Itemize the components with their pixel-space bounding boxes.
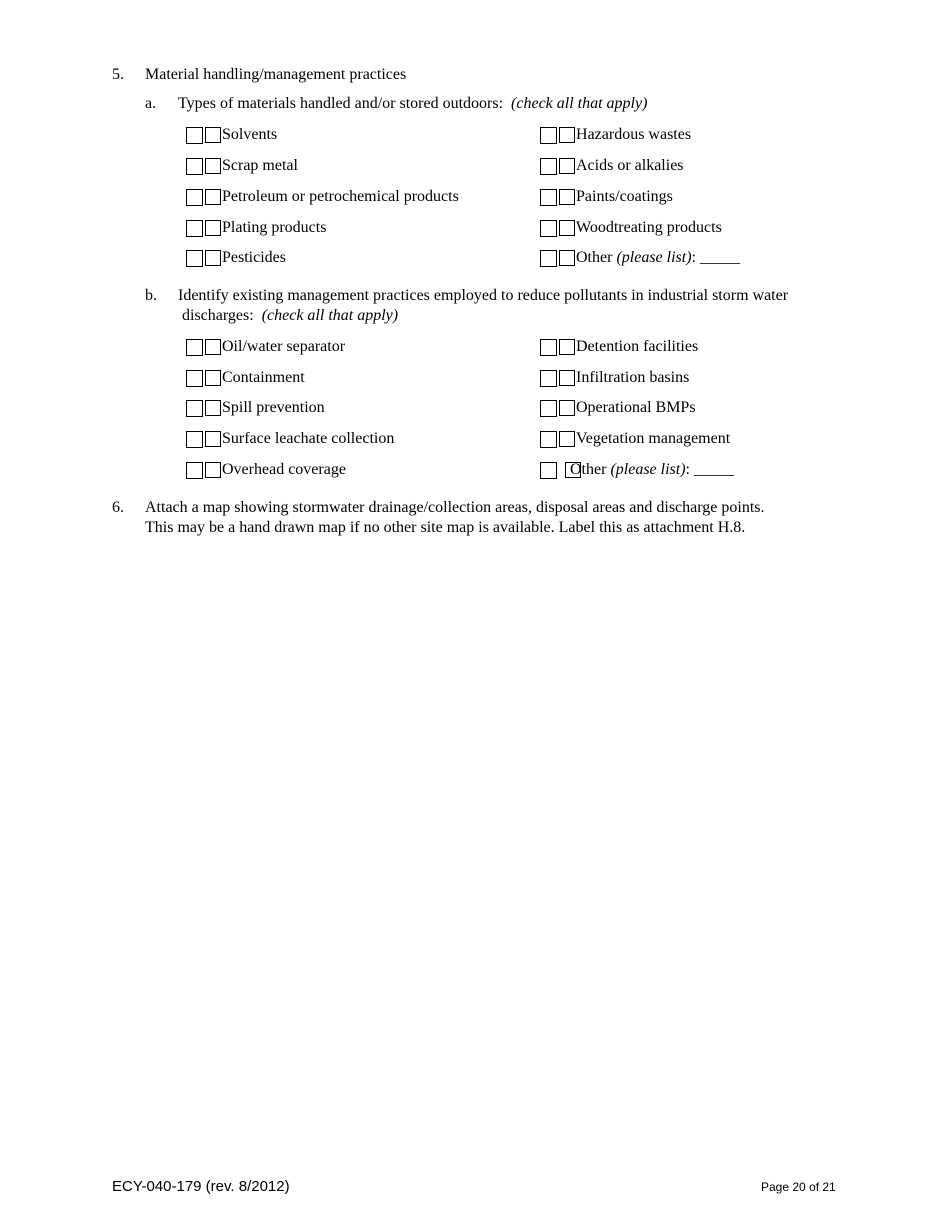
other-blank[interactable]: : _____: [691, 249, 740, 266]
checkbox-outer[interactable]: [186, 431, 203, 448]
item-5a-text: Types of materials handled and/or stored outdoors:: [178, 95, 504, 112]
checkbox-row[interactable]: [540, 337, 698, 357]
checkbox-inner[interactable]: [205, 250, 221, 266]
checkbox-outer[interactable]: [186, 462, 203, 479]
checkbox-row[interactable]: [186, 156, 298, 176]
item-5b-hint: (check all that apply): [261, 307, 399, 324]
checkbox-inner[interactable]: [559, 250, 575, 266]
item-5b-letter: b.: [145, 287, 157, 304]
checkbox-outer[interactable]: [540, 189, 557, 206]
checkbox-label: Overhead coverage: [222, 461, 346, 478]
checkbox-row[interactable]: [540, 218, 722, 238]
checkbox-outer[interactable]: [186, 250, 203, 267]
item-6-number: 6.: [112, 499, 124, 516]
page-number: Page 20 of 21: [761, 1180, 836, 1194]
checkbox-row[interactable]: [186, 460, 346, 480]
item-5a-hint: (check all that apply): [511, 95, 648, 112]
checkbox-inner[interactable]: [559, 400, 575, 416]
checkbox-outer[interactable]: [186, 370, 203, 387]
checkbox-label: Vegetation management: [576, 430, 731, 447]
other-hint: (please list): [610, 461, 686, 478]
checkbox-outer[interactable]: [540, 431, 557, 448]
checkbox-label: Acids or alkalies: [576, 157, 684, 174]
checkbox-row[interactable]: [540, 368, 689, 388]
checkbox-label: Oil/water separator: [222, 338, 346, 355]
item-5a-letter: a.: [145, 95, 157, 112]
item-6-line1: Attach a map showing stormwater drainage/collection areas, disposal areas and discharge points.: [145, 499, 765, 516]
checkbox-label: Solvents: [222, 126, 278, 143]
checkbox-label: Spill prevention: [222, 399, 325, 416]
checkbox-inner[interactable]: [205, 220, 221, 236]
checkbox-row[interactable]: [186, 398, 325, 418]
checkbox-outer[interactable]: [540, 158, 557, 175]
checkbox-label: Pesticides: [222, 249, 286, 266]
item-5b-question-line2: [182, 307, 398, 325]
item-5-number: 5.: [112, 66, 124, 83]
checkbox-row[interactable]: [540, 398, 696, 418]
checkbox-inner[interactable]: [205, 400, 221, 416]
checkbox-inner[interactable]: [559, 158, 575, 174]
other-label: [576, 249, 740, 267]
checkbox-outer[interactable]: [186, 220, 203, 237]
checkbox-label: Paints/coatings: [576, 188, 673, 205]
checkbox-label: Infiltration basins: [576, 369, 690, 386]
other-blank[interactable]: : _____: [685, 461, 734, 478]
item-5b-text-line2: discharges:: [182, 307, 254, 324]
other-text: Other: [570, 461, 607, 478]
checkbox-label: Detention facilities: [576, 338, 699, 355]
checkbox-outer[interactable]: [540, 220, 557, 237]
checkbox-row[interactable]: [186, 337, 345, 357]
checkbox-label: Containment: [222, 369, 305, 386]
checkbox-inner[interactable]: [559, 189, 575, 205]
checkbox-row[interactable]: [540, 429, 730, 449]
other-label: [570, 461, 734, 479]
checkbox-label: Petroleum or petrochemical products: [222, 188, 459, 205]
checkbox-outer[interactable]: [540, 250, 557, 267]
checkbox-inner[interactable]: [205, 370, 221, 386]
checkbox-row-other[interactable]: [540, 460, 734, 480]
form-id: ECY-040-179 (rev. 8/2012): [112, 1178, 290, 1195]
checkbox-label: Operational BMPs: [576, 399, 696, 416]
item-6-line2: This may be a hand drawn map if no other site map is available. Label this as attachment H.8.: [145, 519, 746, 536]
checkbox-outer[interactable]: [186, 400, 203, 417]
checkbox-outer[interactable]: [540, 370, 557, 387]
checkbox-inner[interactable]: [205, 431, 221, 447]
checkbox-row[interactable]: [540, 156, 684, 176]
checkbox-outer[interactable]: [186, 189, 203, 206]
checkbox-inner[interactable]: [205, 339, 221, 355]
checkbox-outer[interactable]: [540, 400, 557, 417]
checkbox-inner[interactable]: [559, 431, 575, 447]
checkbox-row[interactable]: [186, 248, 286, 268]
checkbox-row[interactable]: [540, 125, 691, 145]
item-5a-question: [178, 95, 647, 113]
checkbox-outer[interactable]: [540, 127, 557, 144]
item-5b-text-line1: Identify existing management practices employed to reduce pollutants in industrial storm water: [178, 287, 789, 304]
checkbox-outer[interactable]: [540, 462, 557, 479]
checkbox-inner[interactable]: [559, 339, 575, 355]
checkbox-inner[interactable]: [559, 370, 575, 386]
checkbox-row[interactable]: [186, 187, 459, 207]
checkbox-label: Scrap metal: [222, 157, 298, 174]
checkbox-row-other[interactable]: [540, 248, 740, 268]
checkbox-label: Hazardous wastes: [576, 126, 692, 143]
checkbox-inner[interactable]: [205, 462, 221, 478]
checkbox-inner[interactable]: [559, 220, 575, 236]
checkbox-inner[interactable]: [205, 189, 221, 205]
checkbox-inner[interactable]: [205, 158, 221, 174]
item-5-title: Material handling/management practices: [145, 66, 407, 83]
checkbox-row[interactable]: [540, 187, 673, 207]
checkbox-label: Plating products: [222, 219, 327, 236]
checkbox-label: Woodtreating products: [576, 219, 722, 236]
checkbox-inner[interactable]: [559, 127, 575, 143]
checkbox-row[interactable]: [186, 368, 305, 388]
checkbox-outer[interactable]: [540, 339, 557, 356]
checkbox-outer[interactable]: [186, 127, 203, 144]
other-hint: (please list): [616, 249, 692, 266]
checkbox-row[interactable]: [186, 429, 394, 449]
checkbox-row[interactable]: [186, 218, 326, 238]
checkbox-label: Surface leachate collection: [222, 430, 395, 447]
checkbox-inner[interactable]: [205, 127, 221, 143]
other-text: Other: [576, 249, 613, 266]
checkbox-outer[interactable]: [186, 339, 203, 356]
checkbox-row[interactable]: [186, 125, 277, 145]
checkbox-outer[interactable]: [186, 158, 203, 175]
